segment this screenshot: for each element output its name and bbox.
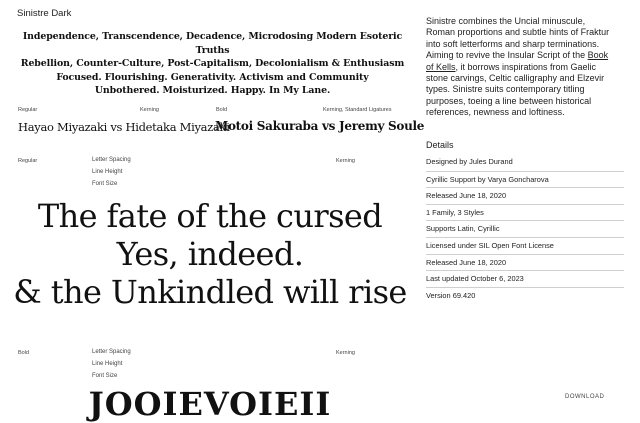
feature-label-kerning: Kerning: [140, 107, 159, 113]
block1-style-label: Regular: [18, 158, 38, 164]
hero-line: Unbothered. Moisturized. Happy. In My Lane.: [94, 85, 331, 97]
block2-settings: [92, 346, 131, 382]
details-row: Cyrillic Support by Varya Goncharova: [426, 171, 624, 188]
letter-spacing-control[interactable]: Letter Spacing: [92, 157, 131, 163]
details-row: Released June 18, 2020: [426, 254, 624, 271]
letter-spacing-control[interactable]: Letter Spacing: [92, 349, 131, 355]
download-button[interactable]: DOWNLOAD: [565, 394, 605, 400]
hero-line: Independence, Transcendence, Decadence, Microdosing Modern Esoteric Truths: [22, 31, 403, 56]
font-description: [426, 16, 616, 119]
specimen-block-bold[interactable]: JOOIEVOIEII: [88, 385, 332, 423]
details-list: [426, 154, 624, 303]
details-heading: Details: [426, 140, 454, 150]
block2-feature-label: Kerning: [336, 350, 355, 356]
font-name: Sinistre Dark: [17, 8, 72, 19]
specimen-line: The fate of the cursed: [37, 197, 383, 235]
details-row: Version 69.420: [426, 287, 624, 304]
style-label-regular: Regular: [18, 107, 38, 113]
line-height-control[interactable]: Line Height: [92, 361, 123, 367]
hero-line: Focused. Flourishing. Generativity. Activism and Community: [56, 71, 369, 83]
details-row: Designed by Jules Durand: [426, 157, 513, 166]
line-height-control[interactable]: Line Height: [92, 169, 123, 175]
book-of-kells-link[interactable]: Book of Kells: [426, 50, 609, 72]
specimen-block-regular[interactable]: [10, 197, 410, 311]
sample-bold-text[interactable]: Motoi Sakuraba vs Jeremy Soule: [215, 119, 425, 133]
specimen-line: Yes, indeed.: [116, 235, 304, 273]
details-row: Licensed under SIL Open Font License: [426, 237, 624, 254]
font-size-control[interactable]: Font Size: [92, 181, 118, 187]
block1-settings: [92, 154, 131, 190]
block2-style-label: Bold: [18, 350, 30, 356]
style-label-bold: Bold: [216, 107, 228, 113]
hero-line: Rebellion, Counter-Culture, Post-Capitalism, Decolonialism & Enthusiasm: [20, 58, 405, 70]
details-row: Supports Latin, Cyrillic: [426, 220, 624, 237]
sample-regular-text[interactable]: Hayao Miyazaki vs Hidetaka Miyazaki: [18, 120, 230, 134]
description-text: Sinistre combines the Uncial minuscule, Roman proportions and subtle hints of Fraktur into soft letterforms and sharp terminations. Aiming to revive the Insular Script of the: [426, 16, 610, 61]
specimen-line: & the Unkindled will rise: [13, 273, 407, 311]
description-text: , it borrows inspirations from Gaelic stone carvings, Celtic calligraphy and Elzevir types. Sinistre suits contemporary titling purposes, toeing a line between historical references, newness and loftiness.: [426, 61, 605, 118]
hero-specimen: [10, 30, 415, 98]
details-row: Last updated October 6, 2023: [426, 270, 624, 287]
details-row: 1 Family, 3 Styles: [426, 204, 624, 221]
feature-label-kerning-ligatures: Kerning, Standard Ligatures: [323, 107, 392, 113]
font-size-control[interactable]: Font Size: [92, 373, 118, 379]
block1-feature-label: Kerning: [336, 158, 355, 164]
details-row: Released June 18, 2020: [426, 187, 624, 204]
